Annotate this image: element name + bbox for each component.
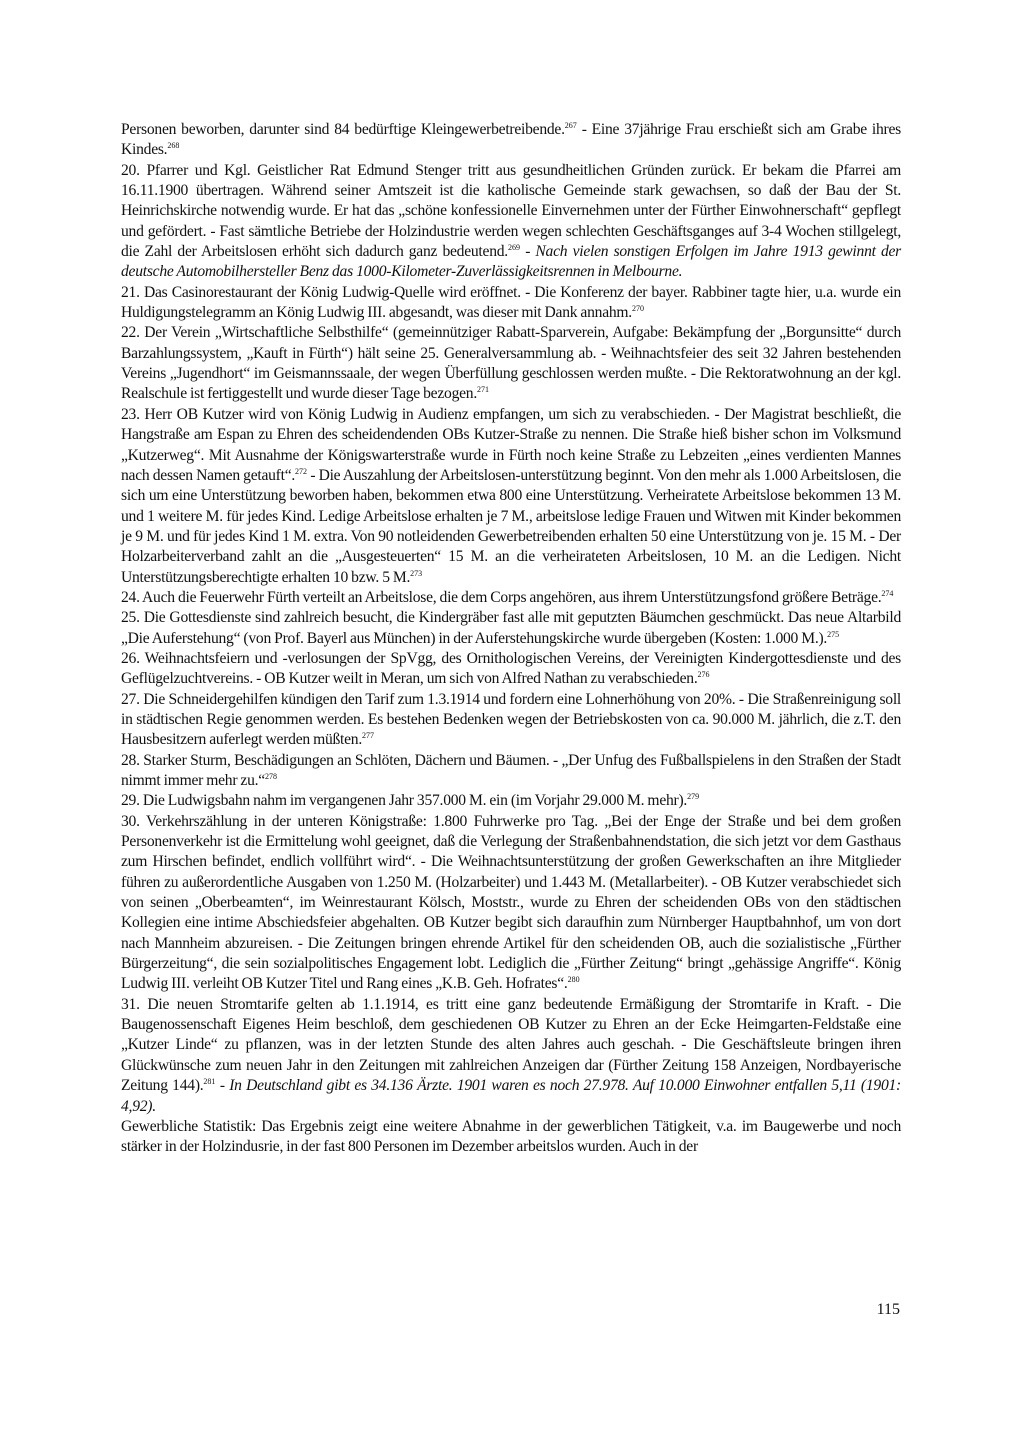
paragraph-text: - xyxy=(215,1077,230,1095)
document-body xyxy=(121,120,901,1158)
paragraph xyxy=(121,588,901,608)
footnote-ref: 277 xyxy=(362,731,374,741)
footnote-ref: 274 xyxy=(881,588,894,598)
footnote-ref: 270 xyxy=(631,304,644,314)
paragraph xyxy=(121,812,901,995)
footnote-ref: 267 xyxy=(564,121,577,130)
paragraph xyxy=(121,751,901,792)
paragraph xyxy=(121,649,901,690)
paragraph-text: 30. Verkehrszählung in der unteren Königstraße: 1.800 Fuhrwerke pro Tag. „Bei der Enge der Straße und bei dem großen Personenverkehr ist die Ermittelung wohl geeignet, daß die Verlegung der Straßenbahnendstation, die sich jetzt vor dem Gasthaus zum Hirschen befindet, endlich vollführt wird“. - Die Weihnachtsunterstützung der großen Gewerkschaften an ihre Mitglieder führen zu außerordentliche Ausgaben von 1.250 M. (Holzarbeiter) und 1.443 M. (Metallarbeiter). - OB Kutzer verabschiedet sich von seinen „Oberbeamten“, im Weinrestaurant Kölsch, Moststr., wurde zu Ehren der scheidenden OBs von den städtischen Kollegien eine intime Abschiedsfeier abgehalten. OB Kutzer begibt sich daraufhin zum Nürnberger Hauptbahnhof, um von dort nach Mannheim abzureisen. - Die Zeitungen bringen ehrende Artikel für den scheidenden OB, auch die sozialistische „Fürther Bürgerzeitung“, die sein sozialpolitisches Engagement lobt. Lediglich die „Fürther Zeitung“ bringt „gehässige Angriffe“. König Ludwig III. verleiht OB Kutzer Titel und Rang eines „K.B. Geh. Hofrates“. xyxy=(121,812,901,993)
paragraph-text: Gewerbliche Statistik: Das Ergebnis zeigt eine weitere Abnahme in der gewerblichen Tätigkeit, v.a. im Baugewerbe und noch stärker in der Holzindusrie, in der fast 800 Personen im Dezember arbeitslos wurden. Auch in der xyxy=(121,1117,901,1156)
page-number: 115 xyxy=(876,1301,900,1318)
paragraph xyxy=(121,995,901,1117)
footnote-ref: 280 xyxy=(567,975,580,985)
paragraph xyxy=(121,1117,901,1158)
paragraph xyxy=(121,283,901,324)
paragraph xyxy=(121,405,901,588)
paragraph-text: Personen beworben, darunter sind 84 bedürftige Kleingewerbetreibende. xyxy=(121,121,565,138)
footnote-ref: 278 xyxy=(264,772,277,781)
paragraph-text: 31. Die neuen Stromtarife gelten ab 1.1.1914, es tritt eine ganz bedeutende Ermäßigung der Stromtarife in Kraft. - Die Baugenossenschaft Eigenes Heim beschloß, dem geschiedenen OB Kutzer zu Ehren an der Ecke Heimgarten-Feldstaße eine „Kutzer Linde“ zu pflanzen, was in der letzten Stunde des alten Jahres auch geschah. - Die Geschäftsleute bringen ihren Glückwünsche zum neuen Jahr in den Zeitungen mit zahlreichen Anzeigen dar (Fürther Zeitung 158 Anzeigen, Nordbayerische Zeitung 144). xyxy=(121,995,901,1095)
paragraph xyxy=(121,120,901,161)
footnote-ref: 273 xyxy=(410,568,423,578)
paragraph xyxy=(121,690,901,751)
footnote-ref: 279 xyxy=(687,792,700,802)
paragraph-text: 22. Der Verein „Wirtschaftliche Selbsthilfe“ (gemeinnütziger Rabatt-Sparverein, Aufgabe: Bekämpfung der „Borgunsitte“ durch Barzahlungssystem, „Kauft in Fürth“) hält seine 25. Generalversammlung ab. - Weihnachtsfeier des seit 32 Jahren bestehenden Vereins „Jugendhort“ im Geismannssaale, der wegen Überfüllung geschlossen werden mußte. - Die Rektoratwohnung an der kgl. Realschule ist fertiggestellt und wurde dieser Tage bezogen. xyxy=(121,324,901,403)
footnote-ref: 271 xyxy=(476,385,489,395)
footnote-ref: 276 xyxy=(697,670,710,680)
paragraph-text: - xyxy=(519,243,536,261)
paragraph-text: 27. Die Schneidergehilfen kündigen den Tarif zum 1.3.1914 und fordern eine Lohnerhöhung von 20%. - Die Straßenreinigung soll in städtischen Regie genommen werden. Es bestehen Bedenken wegen der Betriebskosten von ca. 90.000 M. jährlich, die z.T. den Hausbesitzern auferlegt werden müßten. xyxy=(121,690,901,749)
italic-note: Nach vielen sonstigen Erfolgen im Jahre 1913 gewinnt der deutsche Automobilhersteller Benz das 1000-Kilometer-Zuverlässigkeitsrennen in Melbourne. xyxy=(121,243,901,281)
paragraph-text: - Eine 37jährige Frau erschießt sich am Grabe ihres Kindes. xyxy=(121,121,901,159)
footnote-ref: 268 xyxy=(167,141,180,151)
paragraph-text: - Die Auszahlung der Arbeitslosen-unterstützung beginnt. Von den mehr als 1.000 Arbeitslosen, die sich um eine Unterstützung beworben haben, bekommen etwa 800 eine Unterstützung. Verheiratete Arbeitslose bekommen 13 M. und 1 weitere M. für jedes Kind. Ledige Arbeitslose erhalten je 7 M., arbeitslose ledige Frauen und Witwen mit Kinder bekommen je 9 M. und für jedes Kind 1 M. extra. Von 90 notleidenden Gewerbetreibenden erhalten 50 eine Unterstützung von je. 15 M. - Der Holzarbeiterverband zahlt an die „Ausgesteuerten“ 15 M. an die verheirateten Arbeitslosen, 10 M. an die Ledigen. Nicht Unterstützungsberechtigte erhalten 10 bzw. 5 M. xyxy=(121,466,901,586)
paragraph-text: 24. Auch die Feuerwehr Fürth verteilt an Arbeitslose, die dem Corps angehören, aus ihrem Unterstützungsfond größere Beträge. xyxy=(121,588,882,606)
footnote-ref: 272 xyxy=(295,466,308,476)
footnote-ref: 281 xyxy=(203,1077,216,1087)
paragraph-text: 28. Starker Sturm, Beschädigungen an Schlöten, Dächern und Bäumen. - „Der Unfug des Fußballspielens in den Straßen der Stadt nimmt immer mehr zu.“ xyxy=(121,751,901,789)
paragraph xyxy=(121,608,901,649)
footnote-ref: 275 xyxy=(827,629,840,639)
paragraph xyxy=(121,161,901,283)
paragraph-text: 21. Das Casinorestaurant der König Ludwig-Quelle wird eröffnet. - Die Konferenz der bayer. Rabbiner tagte hier, u.a. wurde ein Huldigungstelegramm an König Ludwig III. abgesandt, was dieser mit Dank annahm. xyxy=(121,283,901,322)
paragraph xyxy=(121,791,901,811)
footnote-ref: 269 xyxy=(507,243,520,253)
paragraph-text: 20. Pfarrer und Kgl. Geistlicher Rat Edmund Stenger tritt aus gesundheitlichen Gründen zurück. Er bekam die Pfarrei am 16.11.1900 übertragen. Während seiner Amtszeit ist die katholische Gemeinde stark gewachsen, so daß der Bau der St. Heinrichskirche notwendig wurde. Er hat das „schöne konfessionelle Einvernehmen unter der Fürther Einwohnerschaft“ gepflegt und gefördert. - Fast sämtliche Betriebe der Holzindustrie werden wegen schlechten Geschäftsganges auf 3-4 Wochen stillgelegt, die Zahl der Arbeitslosen erhöht sich dadurch ganz bedeutend. xyxy=(121,161,901,261)
italic-note: In Deutschland gibt es 34.136 Ärzte. 1901 waren es noch 27.978. Auf 10.000 Einwohner entfallen 5,11 (1901: 4,92). xyxy=(121,1077,901,1115)
paragraph xyxy=(121,323,901,404)
paragraph-text: 25. Die Gottesdienste sind zahlreich besucht, die Kindergräber fast alle mit geputzten Bäumchen geschmückt. Das neue Altarbild „Die Auferstehung“ (von Prof. Bayerl aus München) in der Auferstehungskirche wurde übergeben (Kosten: 1.000 M.). xyxy=(121,609,901,647)
paragraph-text: 26. Weihnachtsfeiern und -verlosungen der SpVgg, des Ornithologischen Vereins, der Vereinigten Kindergottesdienste und des Geflügelzuchtvereins. - OB Kutzer weilt in Meran, um sich von Alfred Nathan zu verabschieden. xyxy=(121,649,901,688)
paragraph-text: 23. Herr OB Kutzer wird von König Ludwig in Audienz empfangen, um sich zu verabschieden. - Der Magistrat beschließt, die Hangstraße am Espan zu Ehren des scheidendenden OBs Kutzer-Straße zu nennen. Die Straße hieß bisher schon im Volksmund „Kutzerweg“. Mit Ausnahme der Königswarterstraße wurde in Fürth noch keine Straße zu Lebzeiten „eines verdienten Mannes nach dessen Namen getauft“. xyxy=(121,405,901,484)
paragraph-text: 29. Die Ludwigsbahn nahm im vergangenen Jahr 357.000 M. ein (im Vorjahr 29.000 M. mehr). xyxy=(121,792,688,810)
